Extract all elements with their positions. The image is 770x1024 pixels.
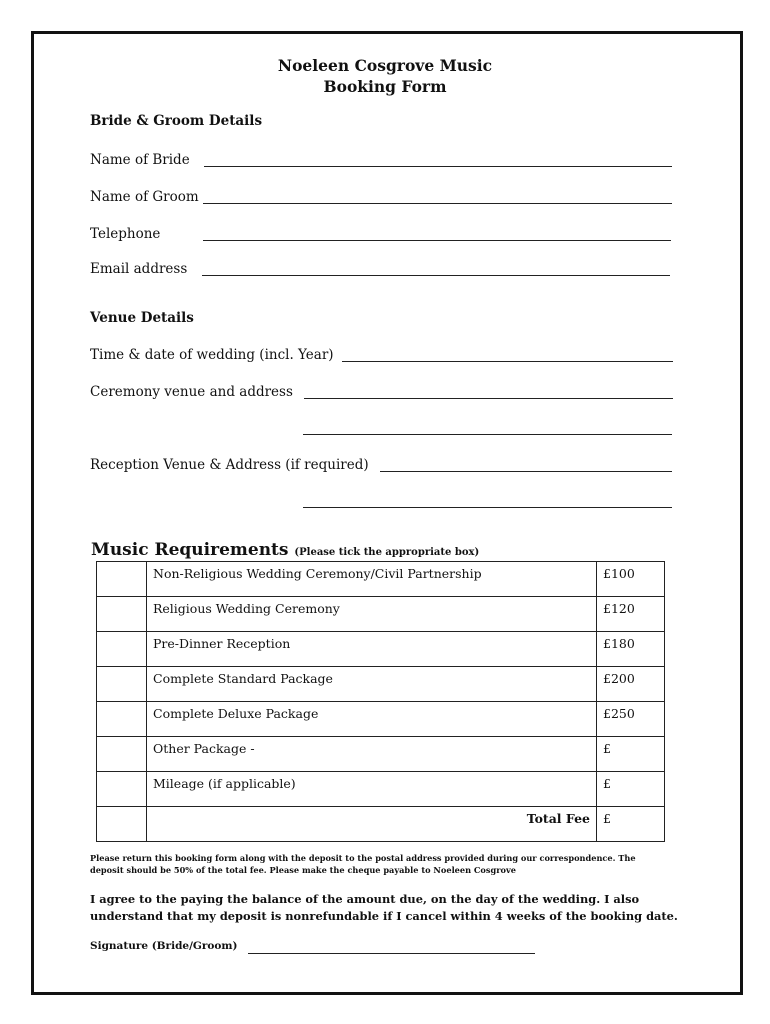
package-price: £250 — [597, 702, 665, 737]
bride-name-line[interactable] — [204, 166, 672, 167]
tick-box[interactable] — [97, 737, 147, 772]
table-row — [97, 737, 665, 772]
tick-box[interactable] — [97, 632, 147, 667]
tick-box[interactable] — [97, 702, 147, 737]
package-name: Non-Religious Wedding Ceremony/Civil Partnership — [147, 562, 597, 597]
table-row — [97, 562, 665, 597]
total-tick-cell — [97, 807, 147, 842]
ceremony-venue-label: Ceremony venue and address — [90, 384, 293, 400]
reception-venue-line[interactable] — [380, 471, 672, 472]
telephone-line[interactable] — [203, 240, 671, 241]
music-requirements-heading — [91, 540, 479, 560]
table-row — [97, 702, 665, 737]
return-note — [90, 852, 636, 876]
music-requirements-instruction: (Please tick the appropriate box) — [294, 547, 480, 558]
package-name: Complete Standard Package — [147, 667, 597, 702]
groom-name-line[interactable] — [203, 203, 672, 204]
groom-name-label: Name of Groom — [90, 189, 199, 205]
ceremony-venue-line-2[interactable] — [303, 434, 672, 435]
return-note-line1: Please return this booking form along with the deposit to the postal address provided during our correspondence. The — [90, 853, 636, 863]
package-price: £ — [597, 772, 665, 807]
venue-heading: Venue Details — [90, 310, 194, 326]
package-price: £180 — [597, 632, 665, 667]
package-name: Complete Deluxe Package — [147, 702, 597, 737]
signature-line[interactable] — [248, 953, 535, 954]
table-row — [97, 597, 665, 632]
email-line[interactable] — [202, 275, 670, 276]
total-fee-label: Total Fee — [147, 807, 597, 842]
music-requirements-table — [96, 561, 665, 842]
tick-box[interactable] — [97, 597, 147, 632]
form-title-line2: Booking Form — [323, 77, 447, 96]
tick-box[interactable] — [97, 562, 147, 597]
package-price: £ — [597, 737, 665, 772]
ceremony-venue-line[interactable] — [304, 398, 673, 399]
total-row — [97, 807, 665, 842]
agreement-line1: I agree to the paying the balance of the amount due, on the day of the wedding. I also — [90, 892, 640, 906]
bride-groom-heading: Bride & Groom Details — [90, 113, 263, 129]
tick-box[interactable] — [97, 772, 147, 807]
package-name: Other Package - — [147, 737, 597, 772]
package-price: £200 — [597, 667, 665, 702]
reception-venue-line-2[interactable] — [303, 507, 672, 508]
music-requirements-title: Music Requirements — [91, 540, 289, 560]
wedding-date-line[interactable] — [342, 361, 673, 362]
page-border — [31, 31, 743, 995]
form-title-line1: Noeleen Cosgrove Music — [277, 56, 493, 75]
table-row — [97, 772, 665, 807]
package-price: £120 — [597, 597, 665, 632]
signature-label: Signature (Bride/Groom) — [90, 940, 238, 952]
email-label: Email address — [90, 261, 188, 277]
total-fee-value[interactable]: £ — [597, 807, 665, 842]
package-name: Religious Wedding Ceremony — [147, 597, 597, 632]
telephone-label: Telephone — [90, 226, 161, 242]
tick-box[interactable] — [97, 667, 147, 702]
table-row — [97, 632, 665, 667]
table-row — [97, 667, 665, 702]
package-name: Mileage (if applicable) — [147, 772, 597, 807]
package-price: £100 — [597, 562, 665, 597]
agreement-text — [90, 891, 678, 925]
reception-venue-label: Reception Venue & Address (if required) — [90, 457, 369, 473]
bride-name-label: Name of Bride — [90, 152, 190, 168]
package-name: Pre-Dinner Reception — [147, 632, 597, 667]
wedding-date-label: Time & date of wedding (incl. Year) — [90, 347, 334, 363]
agreement-line2: understand that my deposit is nonrefundable if I cancel within 4 weeks of the booking date. — [90, 909, 678, 923]
return-note-line2: deposit should be 50% of the total fee. Please make the cheque payable to Noeleen Cosgrove — [90, 865, 516, 875]
